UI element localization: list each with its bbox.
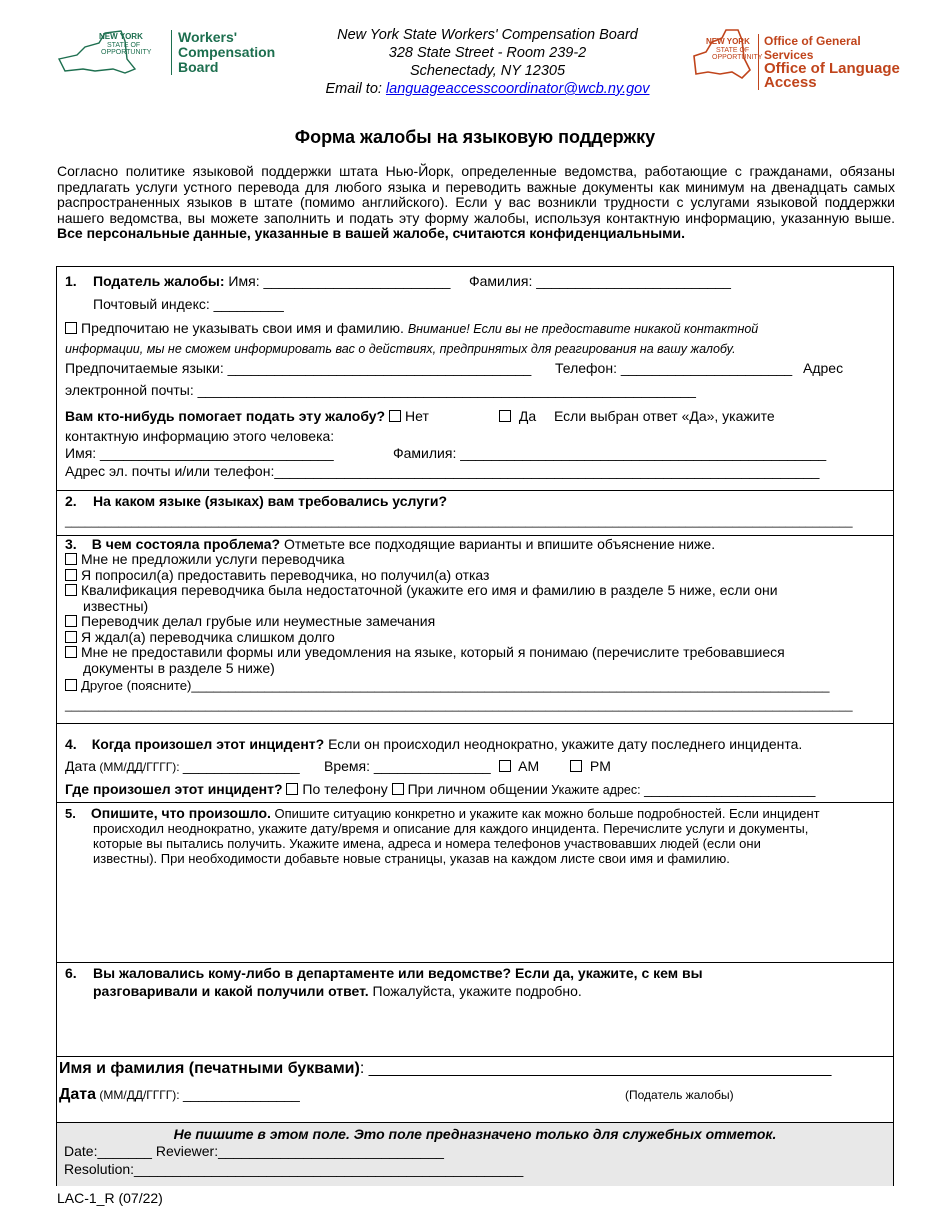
s3-number: 3.	[65, 536, 77, 552]
option-row	[65, 567, 489, 583]
s1-number: 1.	[65, 273, 77, 289]
helper-last-name-field[interactable]: Фамилия: _______________________________________________	[393, 445, 827, 461]
signer-caption: (Податель жалобы)	[625, 1088, 734, 1102]
option-label: Мне не предоставили формы или уведомления на языке, который я понимаю (перечислите требовавшиеся	[81, 644, 785, 660]
divider	[57, 490, 893, 491]
option-row	[65, 629, 335, 645]
option-label: Мне не предложили услуги переводчика	[81, 551, 345, 567]
wcb-name	[171, 30, 275, 75]
s2-answer-line[interactable]: ______________________________________________________________________________________________________________________	[65, 514, 853, 528]
wcb-ny-text: NEW YORK	[99, 32, 143, 41]
wcb-opp-text: OPPORTUNITY	[101, 49, 152, 56]
option-row	[65, 551, 345, 567]
option-checkbox[interactable]	[65, 553, 77, 565]
printed-name-field[interactable]: : ____________________________________________________	[359, 1060, 832, 1077]
office-resolution-field[interactable]: Resolution:__________________________________________________	[64, 1161, 524, 1177]
no-label: Нет	[405, 408, 429, 424]
incident-date-label: Дата	[65, 758, 97, 774]
wcb-line2: Compensation	[178, 44, 276, 60]
address-field[interactable]: ______________________	[644, 781, 816, 797]
divider	[57, 802, 893, 803]
option-label-cont: документы в разделе 5 ниже)	[83, 660, 275, 676]
wcb-line1: Workers'	[178, 29, 238, 45]
helper-first-name-field[interactable]: Имя: ______________________________	[65, 445, 334, 461]
wcb-line3: Board	[178, 59, 219, 75]
ogs-line1: Office of General Services	[764, 34, 861, 62]
helper-question: Вам кто-нибудь помогает подать эту жалобу?	[65, 408, 386, 424]
pm-row	[570, 758, 611, 774]
phone-label: По телефону	[302, 781, 388, 797]
option-checkbox[interactable]	[65, 569, 77, 581]
sign-date-row	[59, 1084, 300, 1105]
anon-label: Предпочитаю не указывать свои имя и фамилию.	[81, 320, 404, 336]
s5-description-area[interactable]	[65, 872, 885, 957]
s2-heading: На каком языке (языках) вам требовались услуги?	[93, 493, 448, 509]
form-code: LAC-1_R (07/22)	[57, 1190, 163, 1206]
option-label: Я попросил(а) предоставить переводчика, но получил(а) отказ	[81, 567, 490, 583]
s6-line2-row	[93, 983, 582, 999]
warning-line2: информации, мы не сможем информировать вас о действиях, предпринятых для реагирования на вашу жалобу.	[65, 342, 736, 356]
am-row	[499, 758, 539, 774]
email-field[interactable]: электронной почты: ________________________________________________________________	[65, 382, 696, 398]
page-title: Форма жалобы на языковую поддержку	[294, 127, 656, 147]
option-checkbox[interactable]	[65, 615, 77, 627]
ogs-state-text: STATE OF	[716, 47, 750, 54]
s5-line1	[65, 805, 820, 822]
option-checkbox[interactable]	[65, 679, 77, 691]
email-label-1: Адрес	[803, 360, 844, 376]
option-checkbox[interactable]	[65, 631, 77, 643]
street: 328 State Street - Room 239-2	[388, 45, 587, 61]
s1-heading: Податель жалобы:	[93, 273, 225, 289]
incident-date-row	[65, 758, 300, 775]
s5-text-4: известны). При необходимости добавьте новые страницы, указав на каждом листе свои имя и фамилию.	[93, 851, 730, 866]
office-date-reviewer-field[interactable]: Date:_______ Reviewer:_____________________________	[64, 1143, 444, 1159]
option-label-cont: известны)	[83, 598, 149, 614]
first-name-field[interactable]: Имя: ________________________	[224, 273, 451, 289]
divider	[57, 1056, 893, 1057]
option-checkbox[interactable]	[65, 584, 77, 596]
if-yes-text: Если выбран ответ «Да», укажите	[554, 408, 775, 424]
ogs-logo	[690, 28, 900, 91]
office-note: Не пишите в этом поле. Это поле предназначено только для служебных отметок.	[173, 1126, 777, 1142]
s6-line2b: Пожалуйста, укажите подробно.	[368, 983, 582, 999]
am-checkbox[interactable]	[499, 760, 511, 772]
s6-answer-area[interactable]	[65, 1005, 885, 1053]
incident-time-field[interactable]: Время: _______________	[324, 758, 491, 774]
s5-heading: Опишите, что произошло.	[90, 805, 271, 821]
zip-field[interactable]: Почтовый индекс: _________	[93, 296, 284, 312]
header-address	[300, 26, 675, 98]
s2-number: 2.	[65, 493, 77, 509]
s6-number: 6.	[65, 965, 77, 981]
phone-checkbox[interactable]	[286, 783, 298, 795]
option-row	[65, 678, 830, 694]
yes-row	[499, 408, 536, 424]
in-person-checkbox[interactable]	[392, 783, 404, 795]
wcb-logo	[55, 27, 295, 82]
incident-date-format: (ММ/ДД/ГГГГ):	[96, 760, 183, 774]
office-use-box	[57, 1122, 893, 1186]
divider	[57, 962, 893, 963]
intro-bold: Все персональные данные, указанные в вашей жалобе, считаются конфиденциальными.	[57, 225, 686, 241]
option-row	[65, 613, 435, 629]
org-name: New York State Workers' Compensation Board	[337, 27, 638, 43]
incident-where-question: Где произошел этот инцидент?	[65, 781, 283, 797]
option-checkbox[interactable]	[65, 646, 77, 658]
pm-label: PM	[589, 758, 611, 774]
anon-checkbox[interactable]	[65, 322, 77, 334]
s4-number: 4.	[65, 736, 77, 752]
s6-line1: Вы жаловались кому-либо в департаменте или ведомстве? Если да, укажите, с кем вы	[93, 965, 703, 981]
in-person-label: При личном общении	[407, 781, 548, 797]
s4-heading-row	[65, 736, 802, 752]
city: Schenectady, NY 12305	[409, 63, 566, 79]
s3-heading: В чем состояла проблема?	[91, 536, 281, 552]
s4-hint: Если он происходил неоднократно, укажите дату последнего инцидента.	[324, 736, 803, 752]
last-name-field[interactable]: Фамилия: _________________________	[469, 273, 731, 289]
no-checkbox[interactable]	[389, 410, 401, 422]
ogs-name	[758, 34, 900, 90]
wcb-state-text: STATE OF	[107, 42, 141, 49]
s4-heading: Когда произошел этот инцидент?	[91, 736, 325, 752]
incident-where-row	[65, 781, 815, 798]
address-label: Укажите адрес:	[547, 783, 645, 797]
option-label: Я ждал(а) переводчика слишком долго	[81, 629, 335, 645]
incident-date-field[interactable]: _______________	[182, 758, 300, 774]
helper-email-field[interactable]: Адрес эл. почты и/или телефон:______________________________________________________________________	[65, 463, 820, 479]
printed-name-row	[59, 1059, 831, 1079]
helper-question-row	[65, 408, 429, 424]
ogs-opp-text: OPPORTUNITY	[712, 54, 763, 61]
phone-field[interactable]: Телефон: ______________________	[555, 360, 793, 376]
sign-date-field[interactable]: _______________	[182, 1086, 300, 1102]
other-field[interactable]: Другое (поясните)_______________________________________________________________________________________	[81, 678, 830, 693]
warning-line1: Внимание! Если вы не предоставите никакой контактной	[407, 322, 759, 336]
email-line	[300, 80, 675, 98]
intro-paragraph	[57, 164, 895, 242]
option-label: Квалификация переводчика была недостаточной (укажите его имя и фамилию в разделе 5 ниже, если они	[81, 582, 778, 598]
s5-text-1: Опишите ситуацию конкретно и укажите как можно больше подробностей. Если инцидент	[270, 806, 820, 821]
intro-text: Согласно политике языковой поддержки штата Нью-Йорк, определенные ведомства, работающие с гражданами, обязаны предлагать услуги устного перевода для любого языка и переводить важные документы как минимум на двенадцать самых распространенных языков в штате (помимо английского). Если у вас возникли трудности с услугами языковой поддержки нашего ведомства, вы можете заполнить и подать эту форму жалобы, используя контактную информацию, указанную выше.	[57, 163, 895, 226]
email-label: Email to:	[325, 81, 386, 97]
yes-label: Да	[518, 408, 537, 424]
s6-line2: разговаривали и какой получили ответ.	[93, 983, 369, 999]
yes-checkbox[interactable]	[499, 410, 511, 422]
anon-row	[65, 320, 758, 337]
ogs-line2: Office of Language Access	[764, 60, 900, 91]
s5-number: 5.	[65, 806, 76, 821]
s3-hint: Отметьте все подходящие варианты и впишите объяснение ниже.	[280, 536, 716, 552]
email-link[interactable]: languageaccesscoordinator@wcb.ny.gov	[385, 81, 650, 97]
pm-checkbox[interactable]	[570, 760, 582, 772]
helper-contact-text: контактную информацию этого человека:	[65, 428, 335, 444]
option-row	[65, 582, 778, 598]
s5-text-3: которые вы пытались получить. Укажите имена, адреса и номера телефонов участвовавших людей (если они	[93, 836, 761, 851]
languages-field[interactable]: Предпочитаемые языки: _______________________________________	[65, 360, 532, 376]
s5-text-2: происходил неоднократно, укажите дату/время и описание для каждого инцидента. Перечислите услуги и документы,	[93, 821, 809, 836]
printed-name-label: Имя и фамилия (печатными буквами)	[59, 1060, 360, 1077]
s3-explain-line[interactable]: ______________________________________________________________________________________________________________________	[65, 698, 853, 712]
sign-date-format: (ММ/ДД/ГГГГ):	[96, 1088, 183, 1102]
ogs-ny-text: NEW YORK	[706, 37, 750, 46]
s3-heading-row	[65, 536, 715, 552]
complaint-form	[56, 266, 894, 1186]
sign-date-label: Дата	[59, 1086, 97, 1103]
divider	[57, 723, 893, 724]
option-label: Переводчик делал грубые или неуместные замечания	[81, 613, 436, 629]
option-row	[65, 644, 785, 660]
am-label: AM	[518, 758, 540, 774]
s1-name-row	[93, 273, 450, 289]
